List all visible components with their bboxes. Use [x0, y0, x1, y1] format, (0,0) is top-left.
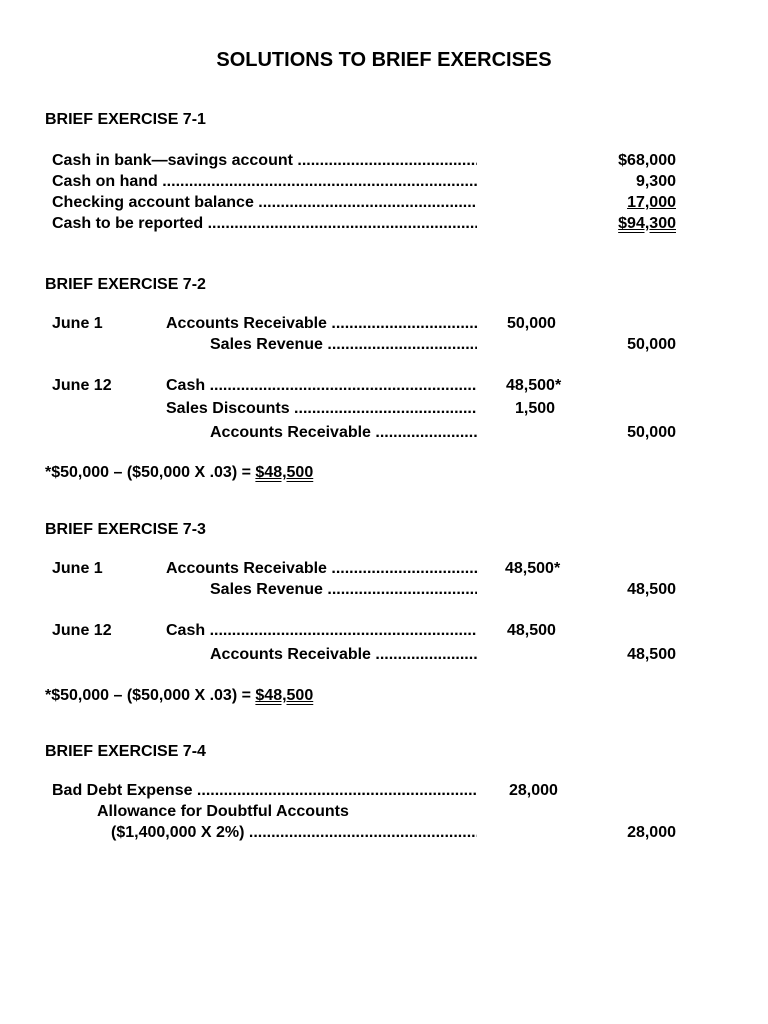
footnote-result: $48,500 — [255, 464, 314, 481]
debit-amount: 1,500 — [515, 400, 556, 417]
entry-date: June 1 — [52, 315, 103, 332]
footnote-result: $48,500 — [255, 687, 314, 704]
credit-detail: ($1,400,000 X 2%) ..... — [111, 824, 477, 842]
exercise-heading: BRIEF EXERCISE 7-4 — [45, 743, 206, 760]
exercise-heading: BRIEF EXERCISE 7-3 — [45, 521, 206, 538]
credit-amount: 48,500 — [627, 581, 676, 598]
entry-date: June 1 — [52, 560, 103, 577]
debit-account: Cash ..... — [166, 622, 477, 640]
debit-amount: 48,500* — [506, 377, 562, 394]
entry-date: June 12 — [52, 377, 112, 394]
credit-account: Allowance for Doubtful Accounts — [97, 803, 349, 820]
footnote: *$50,000 – ($50,000 X .03) = $48,500 — [45, 464, 314, 481]
exercise-heading: BRIEF EXERCISE 7-1 — [45, 111, 206, 128]
credit-account: Sales Revenue ..... — [210, 581, 477, 599]
debit-account: Accounts Receivable ..... — [166, 315, 477, 333]
debit-account: Bad Debt Expense ..... — [52, 782, 477, 800]
ledger-label: Cash to be reported ..... — [52, 215, 477, 233]
credit-account: Accounts Receivable ..... — [210, 424, 477, 442]
ledger-label: Cash in bank—savings account ..... — [52, 152, 477, 170]
debit-account: Sales Discounts ..... — [166, 400, 477, 418]
debit-amount: 48,500* — [505, 560, 561, 577]
ledger-label: Checking account balance ..... — [52, 194, 477, 212]
entry-date: June 12 — [52, 622, 112, 639]
ledger-label: Cash on hand ..... — [52, 173, 477, 191]
ledger-amount: 9,300 — [635, 173, 676, 190]
credit-amount: 48,500 — [627, 646, 676, 663]
debit-amount: 28,000 — [509, 782, 558, 799]
footnote: *$50,000 – ($50,000 X .03) = $48,500 — [45, 687, 314, 704]
credit-amount: 28,000 — [627, 824, 676, 841]
credit-amount: 50,000 — [627, 424, 676, 441]
ledger-amount: $68,000 — [618, 152, 676, 169]
exercise-heading: BRIEF EXERCISE 7-2 — [45, 276, 206, 293]
debit-amount: 50,000 — [507, 315, 556, 332]
ledger-total: $94,300 — [618, 215, 676, 232]
credit-account: Accounts Receivable ..... — [210, 646, 477, 664]
debit-amount: 48,500 — [507, 622, 556, 639]
page-title: SOLUTIONS TO BRIEF EXERCISES — [216, 49, 552, 71]
ledger-amount: 17,000 — [627, 194, 676, 211]
debit-account: Accounts Receivable ..... — [166, 560, 477, 578]
debit-account: Cash ..... — [166, 377, 477, 395]
credit-account: Sales Revenue ..... — [210, 336, 477, 354]
credit-amount: 50,000 — [627, 336, 676, 353]
